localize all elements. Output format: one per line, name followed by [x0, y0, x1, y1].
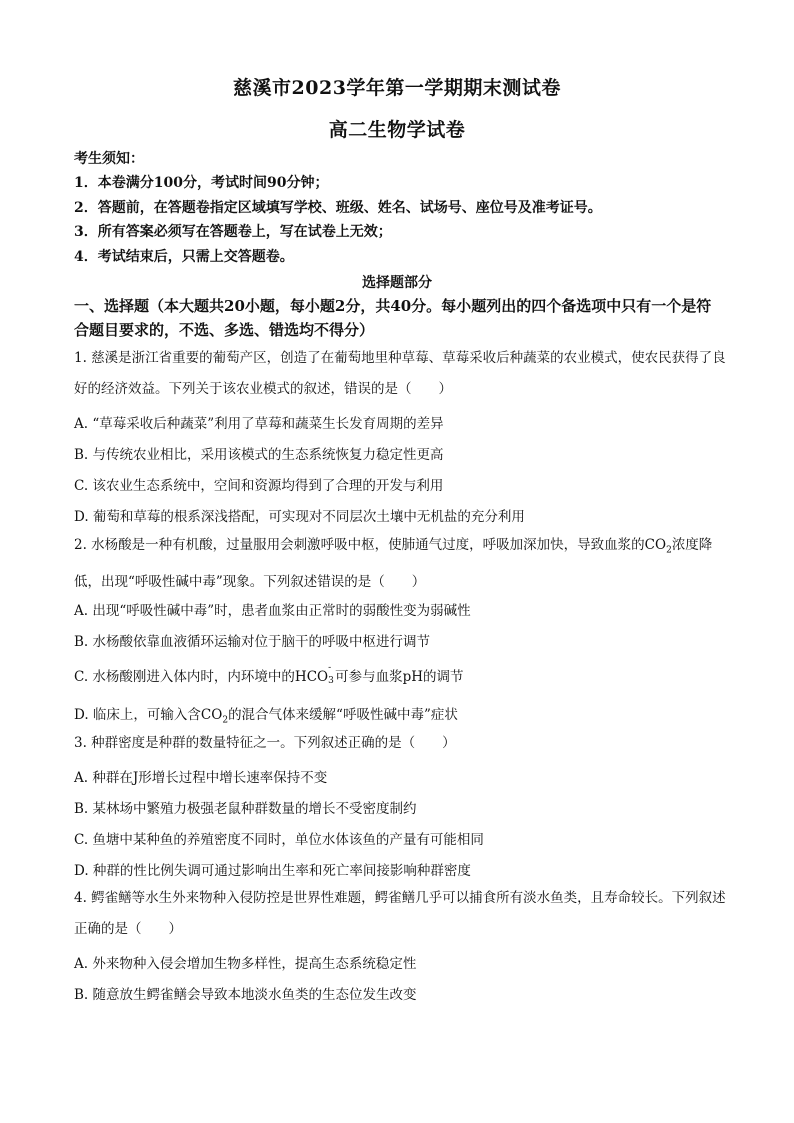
question-2-option-d: D. 临床上，可输入含$CO_2$的混合气体来缓解“呼吸性碱中毒”症状 [74, 707, 458, 726]
question-1-stem: 1. 慈溪是浙江省重要的葡萄产区，创造了在葡萄地里种草莓、草莓采收后种蔬菜的农业模式，使农民获得了良好的经济效益。下列关于该农业模式的叙述，错误的是（ ） [74, 350, 726, 397]
question-2-option-c: C. 水杨酸刚进入体内时，内环境中的HCO - 3 可参与血浆pH的调节 [74, 663, 464, 686]
question-4-stem: 4. 鳄雀鳝等水生外来物种入侵防控是世界性难题，鳄雀鳝几乎可以捕食所有淡水鱼类，且寿命较长。下列叙述正确的是（ ） [74, 890, 726, 937]
part-heading: 一、选择题（本大题共20小题，每小题2分，共40分。每小题列出的四个备选项中只有一个是符合题目要求的，不选、多选、错选均不得分） [74, 297, 712, 339]
notice-heading: 考生须知： [74, 151, 144, 167]
question-1-option-a: A. “草莓采收后种蔬菜”利用了草莓和蔬菜生长发育周期的差异 [74, 416, 444, 432]
exam-title: 慈溪市2023学年第一学期期末测试卷 [233, 77, 561, 99]
question-3-option-b: B. 某林场中繁殖力极强老鼠种群数量的增长不受密度制约 [74, 801, 417, 817]
question-3-option-a: A. 种群在J形增长过程中增长速率保持不变 [74, 770, 328, 786]
question-2-option-b: B. 水杨酸依靠血液循环运输对位于脑干的呼吸中枢进行调节 [74, 634, 431, 650]
question-3-option-d: D. 种群的性比例失调可通过影响出生率和死亡率间接影响种群密度 [74, 863, 471, 879]
question-1-option-c: C. 该农业生态系统中，空间和资源均得到了合理的开发与利用 [74, 478, 444, 494]
notice-item: 2．答题前，在答题卷指定区域填写学校、班级、姓名、试场号、座位号及准考证号。 [74, 200, 602, 216]
notice-item: 4．考试结束后，只需上交答题卷。 [74, 249, 294, 265]
question-1-option-d: D. 葡萄和草莓的根系深浅搭配，可实现对不同层次土壤中无机盐的充分利用 [74, 509, 525, 525]
question-2-stem: 2. 水杨酸是一种有机酸，过量服用会刺激呼吸中枢，使肺通气过度，呼吸加深加快，导致血浆的$CO_2$浓度降低，出现“呼吸性碱中毒”现象。下列叙述错误的是（ ） [74, 537, 713, 590]
question-1-option-b: B. 与传统农业相比，采用该模式的生态系统恢复力稳定性更高 [74, 447, 444, 463]
question-4-option-a: A. 外来物种入侵会增加生物多样性，提高生态系统稳定性 [74, 956, 417, 972]
question-4-option-b: B. 随意放生鳄雀鳝会导致本地淡水鱼类的生态位发生改变 [74, 987, 417, 1003]
question-2-option-a: A. 出现“呼吸性碱中毒”时，患者血浆由正常时的弱酸性变为弱碱性 [74, 603, 471, 619]
section-title: 选择题部分 [362, 275, 432, 291]
question-3-option-c: C. 鱼塘中某种鱼的养殖密度不同时，单位水体该鱼的产量有可能相同 [74, 832, 484, 848]
question-3-stem: 3. 种群密度是种群的数量特征之一。下列叙述正确的是（ ） [74, 735, 456, 751]
exam-subtitle: 高二生物学试卷 [328, 119, 466, 141]
notice-item: 3．所有答案必须写在答题卷上，写在试卷上无效； [74, 224, 392, 240]
notice-item: 1．本卷满分100分，考试时间90分钟； [74, 175, 329, 191]
